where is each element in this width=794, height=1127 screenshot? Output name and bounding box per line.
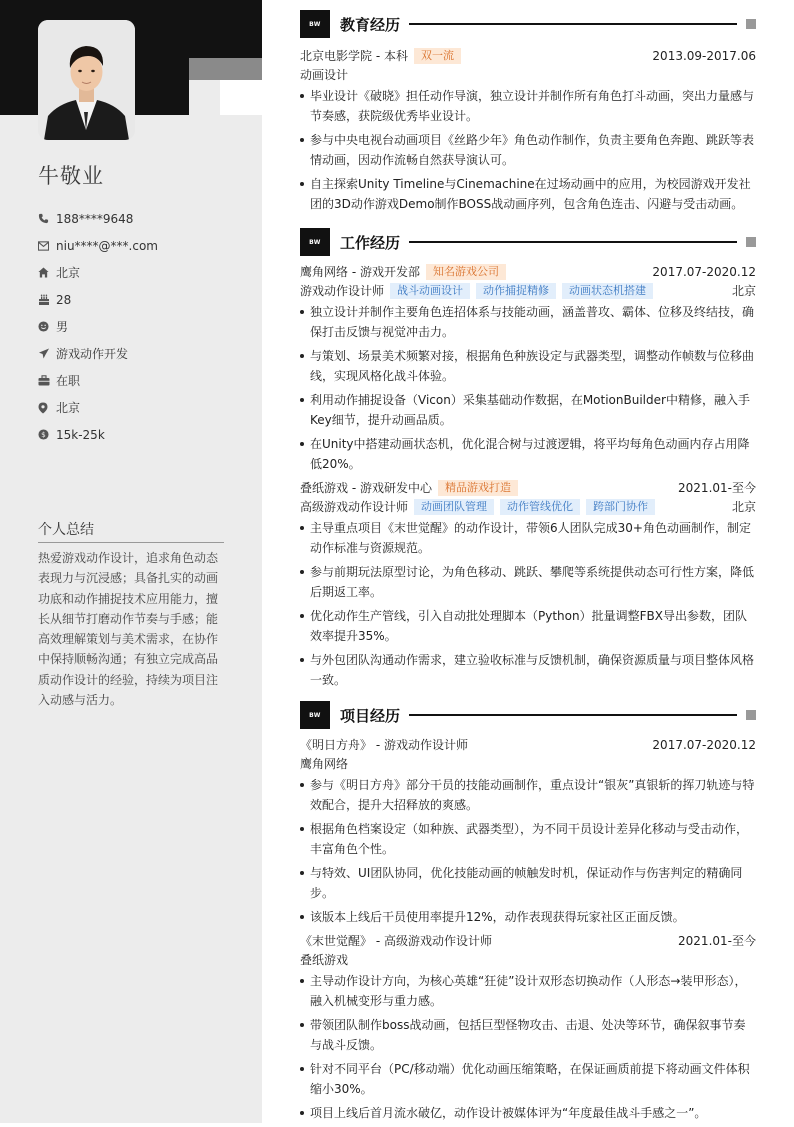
header-accent-grey xyxy=(189,58,262,80)
section-end-marker xyxy=(746,19,756,29)
skill-tag: 动作管线优化 xyxy=(500,499,580,515)
section-title: 项目经历 xyxy=(340,706,401,725)
candidate-name: 牛敬业 xyxy=(38,164,104,188)
email-item xyxy=(38,232,238,259)
profile-photo xyxy=(38,20,135,140)
job-role: 游戏动作设计师 xyxy=(300,284,385,298)
list-item: 利用动作捕捉设备（Vicon）采集基础动作数据，在MotionBuilder中精修，融入手Key细节，提升动画品质。 xyxy=(300,390,756,430)
job-bullets xyxy=(300,302,756,474)
gender-item xyxy=(38,313,238,340)
education-bullets xyxy=(300,86,756,214)
job-header-row xyxy=(300,262,756,281)
list-item: 该版本上线后干员使用率提升12%，动作表现获得玩家社区正面反馈。 xyxy=(300,907,756,927)
school-name: 北京电影学院 - 本科 xyxy=(300,49,408,63)
job-role: 高级游戏动作设计师 xyxy=(300,500,409,514)
phone-icon xyxy=(38,212,56,226)
smile-icon xyxy=(38,320,56,334)
section-divider xyxy=(409,241,737,243)
list-item: 与策划、场景美术频繁对接，根据角色种族设定与武器类型，调整动作帧数与位移曲线，实现风格化战斗体验。 xyxy=(300,346,756,386)
projects-section xyxy=(300,701,756,1127)
summary-title: 个人总结 xyxy=(38,519,224,543)
list-item: 带领团队制作boss战动画，包括巨型怪物攻击、击退、处决等环节，确保叙事节奏与战斗反馈。 xyxy=(300,1015,756,1055)
list-item: 在Unity中搭建动画状态机，优化混合树与过渡逻辑，将平均每角色动画内存占用降低20%。 xyxy=(300,434,756,474)
status-item xyxy=(38,367,238,394)
company-tag: 知名游戏公司 xyxy=(426,264,506,280)
summary-text: 热爱游戏动作设计，追求角色动态表现力与沉浸感；具备扎实的动画功底和动作捕捉技术应用能力，擅长从细节打磨动作节奏与手感；能高效理解策划与美术需求，在协作中保持顺畅沟通；有独立完成高品质动作设计的经验，持续为项目注入动感与活力。 xyxy=(38,551,219,708)
position-item xyxy=(38,340,238,367)
section-divider xyxy=(409,23,737,25)
list-item: 根据角色档案设定（如种族、武器类型），为不同干员设计差异化移动与受击动作，丰富角色个性。 xyxy=(300,819,756,859)
phone-text: 188****9648 xyxy=(56,211,134,226)
job-role-row xyxy=(300,281,756,300)
location-text: 北京 xyxy=(56,266,81,280)
project-company-row xyxy=(300,950,756,969)
list-item: 针对不同平台（PC/移动端）优化动画压缩策略，在保证画质前提下将动画文件体积缩小30%。 xyxy=(300,1059,756,1099)
education-section xyxy=(300,10,756,218)
section-badge: BW xyxy=(300,228,330,256)
phone-item xyxy=(38,205,238,232)
skill-tag: 战斗动画设计 xyxy=(390,283,470,299)
target-city-item xyxy=(38,394,238,421)
job-date: 2021.01-至今 xyxy=(678,481,756,495)
list-item: 项目上线后首月流水破亿，动作设计被媒体评为“年度最佳战斗手感之一”。 xyxy=(300,1103,756,1123)
list-item: 主导动作设计方向，为核心英雄“狂徒”设计双形态切换动作（人形态→装甲形态），融入机械变形与重力感。 xyxy=(300,971,756,1011)
company-name: 鹰角网络 - 游戏开发部 xyxy=(300,265,420,279)
major: 动画设计 xyxy=(300,68,349,82)
list-item: 与特效、UI团队协同，优化技能动画的帧触发时机，保证动作与伤害判定的精确同步。 xyxy=(300,863,756,903)
list-item: 参与《明日方舟》部分干员的技能动画制作，重点设计“银灰”真银斩的挥刀轨迹与特效配合，提升大招释放的爽感。 xyxy=(300,775,756,815)
briefcase-icon xyxy=(38,374,56,388)
coin-icon xyxy=(38,428,56,442)
age-text: 28 xyxy=(56,292,72,307)
project-company-row xyxy=(300,754,756,773)
job-date: 2017.07-2020.12 xyxy=(652,264,756,279)
svg-text:$: $ xyxy=(41,430,46,440)
age-item xyxy=(38,286,238,313)
map-pin-icon xyxy=(38,401,56,415)
list-item: 与外包团队沟通动作需求，建立验收标准与反馈机制，确保资源质量与项目整体风格一致。 xyxy=(300,650,756,690)
list-item: 毕业设计《破晓》担任动作导演，独立设计并制作所有角色打斗动画，突出力量感与节奏感，获院级优秀毕业设计。 xyxy=(300,86,756,126)
company-tag: 精品游戏打造 xyxy=(438,480,518,496)
section-end-marker xyxy=(746,237,756,247)
job-city: 北京 xyxy=(731,500,756,514)
section-badge: BW xyxy=(300,10,330,38)
skill-tag: 动画团队管理 xyxy=(414,499,494,515)
cake-icon xyxy=(38,293,56,307)
email-text: niu****@***.com xyxy=(56,238,158,253)
salary-text: 15k-25k xyxy=(56,427,105,442)
project-company: 鹰角网络 xyxy=(300,757,349,771)
skill-tag: 动作捕捉精修 xyxy=(476,283,556,299)
list-item: 优化动作生产管线，引入自动批处理脚本（Python）批量调整FBX导出参数，团队效率提升35%。 xyxy=(300,606,756,646)
section-header xyxy=(300,228,756,256)
project-company: 叠纸游戏 xyxy=(300,953,349,967)
job-role-row xyxy=(300,497,756,516)
work-section xyxy=(300,228,756,694)
section-title: 教育经历 xyxy=(340,15,401,34)
position-text: 游戏动作开发 xyxy=(56,347,129,361)
section-header xyxy=(300,701,756,729)
project-date: 2021.01-至今 xyxy=(678,934,756,948)
section-title: 工作经历 xyxy=(340,233,401,252)
project-name: 《末世觉醒》 - 高级游戏动作设计师 xyxy=(300,934,492,948)
project-bullets xyxy=(300,775,756,927)
project-header-row xyxy=(300,931,756,950)
project-name: 《明日方舟》 - 游戏动作设计师 xyxy=(300,738,468,752)
major-row xyxy=(300,65,756,84)
send-icon xyxy=(38,347,56,361)
section-badge: BW xyxy=(300,701,330,729)
school-tag: 双一流 xyxy=(414,48,461,64)
sidebar xyxy=(0,0,262,1123)
contact-info-list xyxy=(38,205,238,448)
list-item: 主导重点项目《末世觉醒》的动作设计，带领6人团队完成30+角色动画制作，制定动作标准与资源规范。 xyxy=(300,518,756,558)
project-date: 2017.07-2020.12 xyxy=(652,737,756,752)
section-divider xyxy=(409,714,737,716)
job-header-row xyxy=(300,478,756,497)
status-text: 在职 xyxy=(56,374,81,388)
education-header-row xyxy=(300,46,756,65)
location-item xyxy=(38,259,238,286)
project-header-row xyxy=(300,735,756,754)
skill-tag: 动画状态机搭建 xyxy=(562,283,653,299)
job-bullets xyxy=(300,518,756,690)
header-accent-white xyxy=(220,80,262,115)
list-item: 自主探索Unity Timeline与Cinemachine在过场动画中的应用，为校园游戏开发社团的3D动作游戏Demo制作BOSS战动画序列，包含角色连击、闪避与受击动画。 xyxy=(300,174,756,214)
list-item: 参与中央电视台动画项目《丝路少年》角色动作制作，负责主要角色奔跑、跳跃等表情动画，因动作流畅自然获导演认可。 xyxy=(300,130,756,170)
skill-tag: 跨部门协作 xyxy=(586,499,655,515)
company-name: 叠纸游戏 - 游戏研发中心 xyxy=(300,481,432,495)
mail-icon xyxy=(38,239,56,253)
project-bullets xyxy=(300,971,756,1123)
education-date: 2013.09-2017.06 xyxy=(652,48,756,63)
section-end-marker xyxy=(746,710,756,720)
section-header xyxy=(300,10,756,38)
gender-text: 男 xyxy=(56,320,69,334)
list-item: 独立设计并制作主要角色连招体系与技能动画，涵盖普攻、霸体、位移及终结技，确保打击反馈与视觉冲击力。 xyxy=(300,302,756,342)
salary-item xyxy=(38,421,238,448)
job-city: 北京 xyxy=(731,284,756,298)
list-item: 参与前期玩法原型讨论，为角色移动、跳跃、攀爬等系统提供动态可行性方案，降低后期返工率。 xyxy=(300,562,756,602)
home-icon xyxy=(38,266,56,280)
target-city-text: 北京 xyxy=(56,401,81,415)
